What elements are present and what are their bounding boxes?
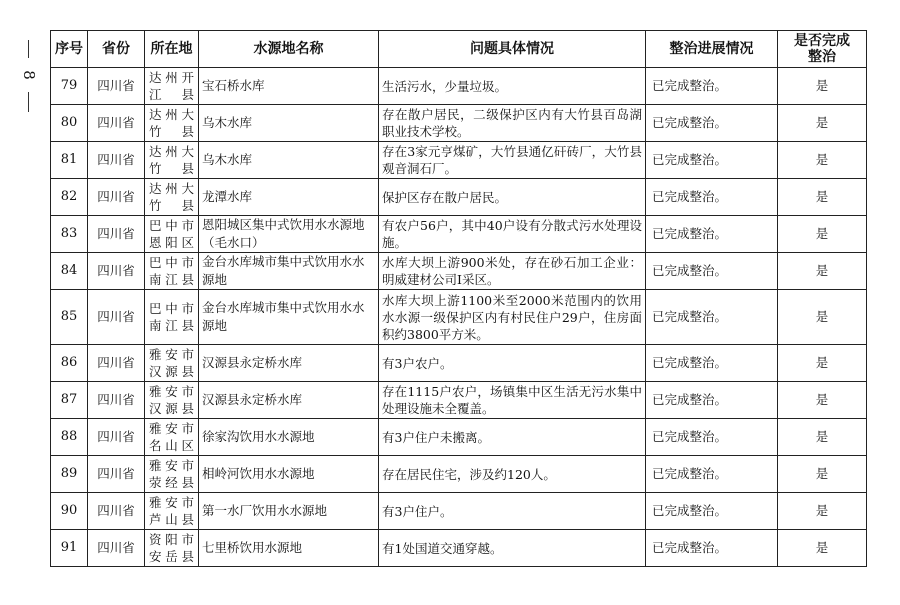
cell-issue: 存在散户居民，二级保护区内有大竹县百岛湖职业技术学校。 (379, 105, 646, 142)
table-row (51, 345, 867, 382)
cell-source-name: 恩阳城区集中式饮用水水源地（毛水口） (199, 216, 379, 253)
table-row (51, 68, 867, 105)
header-completed: 是否完成整治 (778, 31, 867, 68)
cell-progress: 已完成整治。 (646, 493, 778, 530)
header-progress: 整治进展情况 (646, 31, 778, 68)
table-row (51, 419, 867, 456)
cell-seq: 88 (51, 419, 88, 456)
cell-source-name: 徐家沟饮用水水源地 (199, 419, 379, 456)
cell-progress: 已完成整治。 (646, 456, 778, 493)
cell-province: 四川省 (88, 345, 145, 382)
cell-source-name: 乌木水库 (199, 142, 379, 179)
cell-issue: 保护区存在散户居民。 (379, 179, 646, 216)
cell-progress: 已完成整治。 (646, 253, 778, 290)
cell-completed: 是 (778, 179, 867, 216)
cell-province: 四川省 (88, 253, 145, 290)
cell-source-name: 七里桥饮用水源地 (199, 530, 379, 567)
cell-completed: 是 (778, 68, 867, 105)
table-row (51, 493, 867, 530)
cell-completed: 是 (778, 530, 867, 567)
table-row (51, 382, 867, 419)
cell-completed: 是 (778, 290, 867, 345)
cell-province: 四川省 (88, 382, 145, 419)
header-location: 所在地 (145, 31, 199, 68)
cell-issue: 存在3家元亨煤矿，大竹县通亿矸砖厂，大竹县观音洞石厂。 (379, 142, 646, 179)
cell-location: 达州开江县 (145, 68, 199, 105)
cell-seq: 80 (51, 105, 88, 142)
cell-progress: 已完成整治。 (646, 290, 778, 345)
table-row (51, 105, 867, 142)
cell-seq: 79 (51, 68, 88, 105)
cell-location: 雅安市名山区 (145, 419, 199, 456)
page-number: 8 (20, 70, 38, 80)
cell-completed: 是 (778, 493, 867, 530)
cell-seq: 85 (51, 290, 88, 345)
cell-issue: 水库大坝上游1100米至2000米范围内的饮用水水源一级保护区内有村民住户29户，住房面积约3800平方米。 (379, 290, 646, 345)
cell-seq: 82 (51, 179, 88, 216)
cell-province: 四川省 (88, 456, 145, 493)
cell-province: 四川省 (88, 105, 145, 142)
cell-location: 资阳市安岳县 (145, 530, 199, 567)
cell-issue: 有3户住户未搬离。 (379, 419, 646, 456)
cell-province: 四川省 (88, 216, 145, 253)
table-row (51, 456, 867, 493)
cell-source-name: 第一水厂饮用水水源地 (199, 493, 379, 530)
cell-issue: 水库大坝上游900米处，存在砂石加工企业：明威建材公司Ⅰ采区。 (379, 253, 646, 290)
cell-seq: 90 (51, 493, 88, 530)
cell-completed: 是 (778, 345, 867, 382)
cell-progress: 已完成整治。 (646, 105, 778, 142)
cell-location: 达州大竹县 (145, 142, 199, 179)
cell-completed: 是 (778, 456, 867, 493)
cell-completed: 是 (778, 382, 867, 419)
cell-source-name: 相岭河饮用水水源地 (199, 456, 379, 493)
cell-progress: 已完成整治。 (646, 142, 778, 179)
cell-province: 四川省 (88, 68, 145, 105)
cell-source-name: 汉源县永定桥水库 (199, 382, 379, 419)
cell-issue: 存在居民住宅，涉及约120人。 (379, 456, 646, 493)
cell-seq: 87 (51, 382, 88, 419)
cell-seq: 89 (51, 456, 88, 493)
header-seq: 序号 (51, 31, 88, 68)
cell-province: 四川省 (88, 493, 145, 530)
cell-province: 四川省 (88, 530, 145, 567)
cell-issue: 存在1115户农户，场镇集中区生活无污水集中处理设施未全覆盖。 (379, 382, 646, 419)
cell-source-name: 金台水库城市集中式饮用水水源地 (199, 290, 379, 345)
cell-province: 四川省 (88, 142, 145, 179)
cell-seq: 84 (51, 253, 88, 290)
cell-location: 雅安市芦山县 (145, 493, 199, 530)
table-row (51, 253, 867, 290)
page-number-marker (16, 40, 42, 114)
cell-source-name: 金台水库城市集中式饮用水水源地 (199, 253, 379, 290)
header-issue: 问题具体情况 (379, 31, 646, 68)
cell-seq: 81 (51, 142, 88, 179)
cell-location: 巴中市恩阳区 (145, 216, 199, 253)
cell-source-name: 宝石桥水库 (199, 68, 379, 105)
table-header-row (51, 31, 867, 68)
cell-province: 四川省 (88, 419, 145, 456)
cell-location: 雅安市汉源县 (145, 382, 199, 419)
cell-progress: 已完成整治。 (646, 68, 778, 105)
page-number-dash-top (28, 40, 29, 58)
cell-source-name: 汉源县永定桥水库 (199, 345, 379, 382)
page-number-dash-bottom (28, 92, 29, 112)
cell-completed: 是 (778, 419, 867, 456)
table-row (51, 530, 867, 567)
cell-location: 达州大竹县 (145, 179, 199, 216)
cell-completed: 是 (778, 105, 867, 142)
cell-source-name: 乌木水库 (199, 105, 379, 142)
table-row (51, 179, 867, 216)
cell-seq: 91 (51, 530, 88, 567)
table-row (51, 142, 867, 179)
cell-completed: 是 (778, 142, 867, 179)
cell-progress: 已完成整治。 (646, 179, 778, 216)
cell-issue: 有3户农户。 (379, 345, 646, 382)
cell-province: 四川省 (88, 290, 145, 345)
cell-completed: 是 (778, 253, 867, 290)
cell-seq: 83 (51, 216, 88, 253)
cell-progress: 已完成整治。 (646, 216, 778, 253)
cell-location: 巴中市南江县 (145, 253, 199, 290)
table-row (51, 216, 867, 253)
cell-location: 巴中市南江县 (145, 290, 199, 345)
cell-province: 四川省 (88, 179, 145, 216)
water-source-remediation-table (50, 30, 867, 567)
header-source-name: 水源地名称 (199, 31, 379, 68)
cell-progress: 已完成整治。 (646, 382, 778, 419)
table-row (51, 290, 867, 345)
cell-source-name: 龙潭水库 (199, 179, 379, 216)
cell-location: 达州大竹县 (145, 105, 199, 142)
cell-issue: 有农户56户，其中40户设有分散式污水处理设施。 (379, 216, 646, 253)
cell-location: 雅安市荥经县 (145, 456, 199, 493)
cell-issue: 有1处国道交通穿越。 (379, 530, 646, 567)
header-province: 省份 (88, 31, 145, 68)
cell-progress: 已完成整治。 (646, 345, 778, 382)
cell-seq: 86 (51, 345, 88, 382)
cell-issue: 生活污水，少量垃圾。 (379, 68, 646, 105)
cell-progress: 已完成整治。 (646, 419, 778, 456)
cell-completed: 是 (778, 216, 867, 253)
cell-location: 雅安市汉源县 (145, 345, 199, 382)
cell-issue: 有3户住户。 (379, 493, 646, 530)
cell-progress: 已完成整治。 (646, 530, 778, 567)
